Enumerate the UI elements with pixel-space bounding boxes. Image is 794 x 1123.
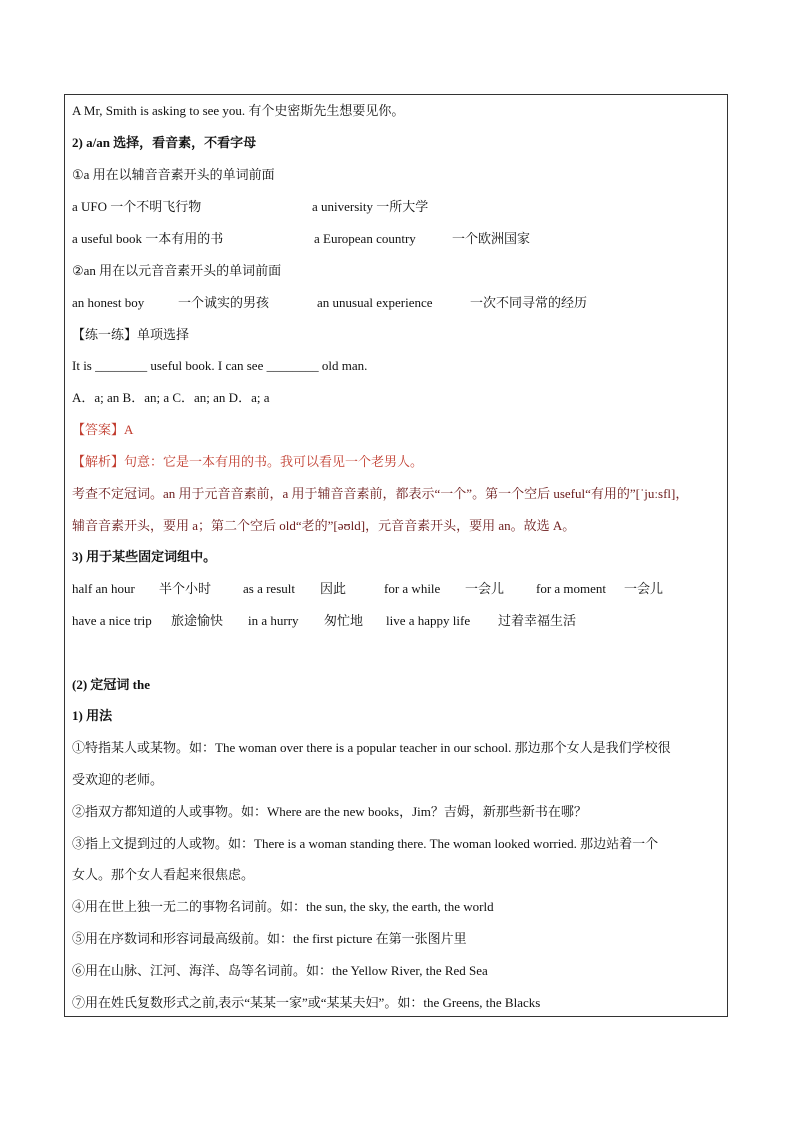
- section-heading-usage: 1) 用法: [72, 708, 113, 723]
- example-an-honest-boy: an honest boy: [72, 295, 145, 310]
- example-a-european-country-zh: 一个欧洲国家: [452, 231, 531, 246]
- phrase-live-a-happy-life-zh: 过着幸福生活: [498, 613, 577, 628]
- phrase-for-a-while-zh: 一会儿: [465, 581, 505, 596]
- usage-7: ⑦用在姓氏复数形式之前,表示“某某一家”或“某某夫妇”。如：the Greens, the Blacks: [72, 995, 541, 1010]
- usage-4: ④用在世上独一无二的事物名词前。如：the sun, the sky, the earth, the world: [72, 899, 494, 914]
- phrase-for-a-moment-zh: 一会儿: [624, 581, 664, 596]
- example-a-useful-book: a useful book 一本有用的书: [72, 231, 224, 246]
- phrase-in-a-hurry: in a hurry: [248, 613, 299, 628]
- example-an-unusual-experience-zh: 一次不同寻常的经历: [470, 295, 588, 310]
- rule-an-vowel: ②an 用在以元音音素开头的单词前面: [72, 263, 282, 278]
- example-row-a-ufo: [72, 197, 428, 217]
- example-an-honest-boy-zh: 一个诚实的男孩: [178, 295, 270, 310]
- example-row-a-useful-book: [72, 229, 530, 249]
- phrase-row-2: [72, 611, 576, 631]
- analysis-explanation-1: 考查不定冠词。an 用于元音音素前，a 用于辅音音素前，都表示“一个”。第一个空后 useful“有用的”[ˈjuːsfl]，: [72, 486, 689, 501]
- example-row-an-honest-boy: [72, 293, 587, 313]
- practice-options: A．a; an B．an; a C．an; an D．a; a: [72, 390, 270, 405]
- practice-question: It is ________ useful book. I can see ________ old man.: [72, 358, 368, 373]
- usage-6: ⑥用在山脉、江河、海洋、岛等名词前。如：the Yellow River, the Red Sea: [72, 963, 488, 978]
- example-a-european-country: a European country: [314, 231, 416, 246]
- analysis-line: 【解析】句意：它是一本有用的书。我可以看见一个老男人。: [72, 454, 424, 469]
- phrase-for-a-moment: for a moment: [536, 581, 607, 596]
- usage-1-line-1: ①特指某人或某物。如：The woman over there is a popular teacher in our school. 那边那个女人是我们学校很: [72, 740, 671, 755]
- example-sentence-mr-smith: A Mr, Smith is asking to see you. 有个史密斯先生想要见你。: [72, 103, 405, 118]
- practice-heading: 【练一练】单项选择: [72, 327, 190, 342]
- example-a-university: a university 一所大学: [312, 199, 429, 214]
- answer-line: 【答案】A: [72, 422, 134, 437]
- usage-2: ②指双方都知道的人或事物。如：Where are the new books，Jim？吉姆，新那些新书在哪？: [72, 804, 587, 819]
- usage-5: ⑤用在序数词和形容词最高级前。如：the first picture 在第一张图片里: [72, 931, 467, 946]
- phrase-have-a-nice-trip-zh: 旅途愉快: [171, 613, 224, 628]
- phrase-live-a-happy-life: live a happy life: [386, 613, 471, 628]
- usage-3-line-1: ③指上文提到过的人或物。如：There is a woman standing there. The woman looked worried. 那边站着一个: [72, 836, 659, 851]
- usage-3-line-2: 女人。那个女人看起来很焦虑。: [72, 867, 255, 882]
- usage-1-line-2: 受欢迎的老师。: [72, 772, 164, 787]
- phrase-as-a-result: as a result: [243, 581, 295, 596]
- phrase-for-a-while: for a while: [384, 581, 441, 596]
- phrase-half-an-hour: half an hour: [72, 581, 135, 596]
- phrase-have-a-nice-trip: have a nice trip: [72, 613, 152, 628]
- example-a-ufo: a UFO 一个不明飞行物: [72, 199, 202, 214]
- phrase-half-an-hour-zh: 半个小时: [159, 581, 212, 596]
- analysis-explanation-2: 辅音音素开头，要用 a；第二个空后 old“老的”[əʊld]，元音音素开头，要用 an。故选 A。: [72, 518, 576, 533]
- phrase-as-a-result-zh: 因此: [320, 581, 347, 596]
- section-heading-fixed-phrases: 3) 用于某些固定词组中。: [72, 549, 217, 564]
- section-heading-a-an: 2) a/an 选择，看音素，不看字母: [72, 135, 257, 150]
- rule-a-consonant: ①a 用在以辅音音素开头的单词前面: [72, 167, 275, 182]
- section-heading-definite-article: (2) 定冠词 the: [72, 677, 150, 692]
- phrase-row-1: [72, 579, 663, 599]
- phrase-in-a-hurry-zh: 匆忙地: [324, 613, 364, 628]
- example-an-unusual-experience: an unusual experience: [317, 295, 433, 310]
